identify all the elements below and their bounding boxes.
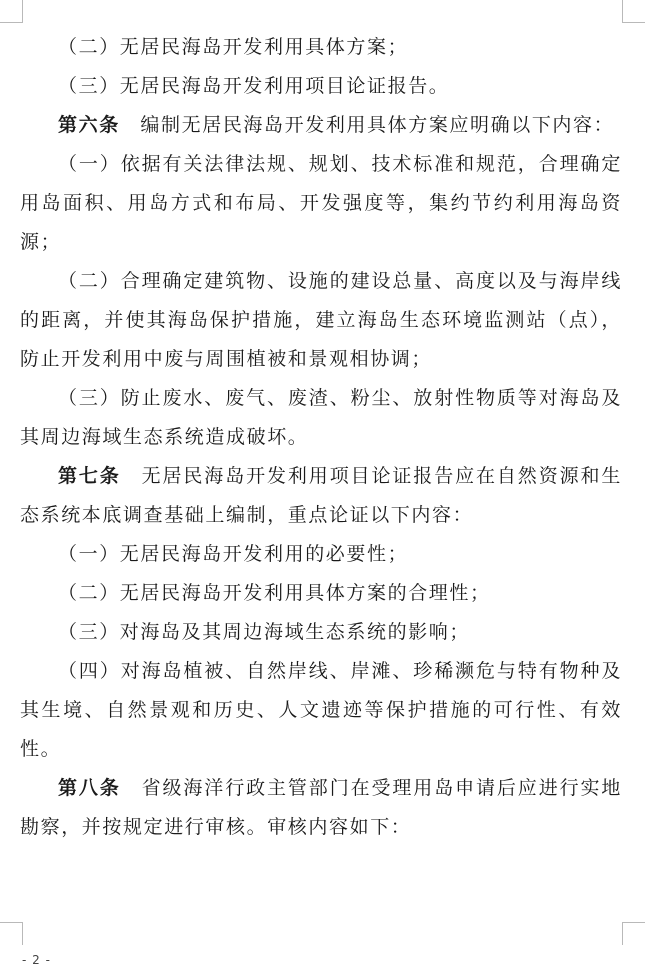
- document-body: [20, 28, 622, 847]
- paragraph: [20, 535, 622, 574]
- paragraph-text: （一）依据有关法律法规、规划、技术标准和规范，合理确定用岛面积、用岛方式和布局、开发强度等，集约节约利用海岛资源；: [20, 153, 622, 253]
- page-number: - 2 -: [22, 953, 51, 967]
- paragraph: [20, 67, 622, 106]
- paragraph: [20, 145, 622, 262]
- paragraph: [20, 613, 622, 652]
- paragraph: [20, 262, 622, 379]
- paragraph-text: 省级海洋行政主管部门在受理用岛申请后应进行实地勘察，并按规定进行审核。审核内容如下：: [20, 777, 622, 838]
- paragraph: [20, 379, 622, 457]
- paragraph: [20, 652, 622, 769]
- article-paragraph: [20, 457, 622, 535]
- paragraph-text: （二）合理确定建筑物、设施的建设总量、高度以及与海岸线的距离，并使其海岛保护措施，建立海岛生态环境监测站（点），防止开发利用中废与周围植被和景观相协调；: [20, 270, 622, 370]
- crop-mark-top-left: [0, 0, 23, 23]
- paragraph-text: （二）无居民海岛开发利用具体方案的合理性；: [58, 582, 491, 604]
- paragraph-text: （一）无居民海岛开发利用的必要性；: [58, 543, 409, 565]
- crop-mark-top-right: [622, 0, 645, 23]
- paragraph: [20, 28, 622, 67]
- paragraph-text: （二）无居民海岛开发利用具体方案；: [58, 36, 409, 58]
- paragraph-text: 无居民海岛开发利用项目论证报告应在自然资源和生态系统本底调查基础上编制，重点论证以下内容：: [20, 465, 622, 526]
- paragraph: [20, 574, 622, 613]
- article-heading: 第六条: [58, 114, 120, 136]
- paragraph-text: （四）对海岛植被、自然岸线、岸滩、珍稀濒危与特有物种及其生境、自然景观和历史、人文遗迹等保护措施的可行性、有效性。: [20, 660, 622, 760]
- paragraph-text: 编制无居民海岛开发利用具体方案应明确以下内容：: [119, 114, 615, 136]
- article-paragraph: [20, 769, 622, 847]
- paragraph-text: （三）防止废水、废气、废渣、粉尘、放射性物质等对海岛及其周边海域生态系统造成破坏。: [20, 387, 622, 448]
- article-heading: 第七条: [58, 465, 121, 487]
- crop-mark-bottom-right: [622, 922, 645, 945]
- article-heading: 第八条: [58, 777, 121, 799]
- paragraph-text: （三）对海岛及其周边海域生态系统的影响；: [58, 621, 471, 643]
- paragraph-text: （三）无居民海岛开发利用项目论证报告。: [58, 75, 450, 97]
- article-paragraph: [20, 106, 622, 145]
- crop-mark-bottom-left: [0, 922, 23, 945]
